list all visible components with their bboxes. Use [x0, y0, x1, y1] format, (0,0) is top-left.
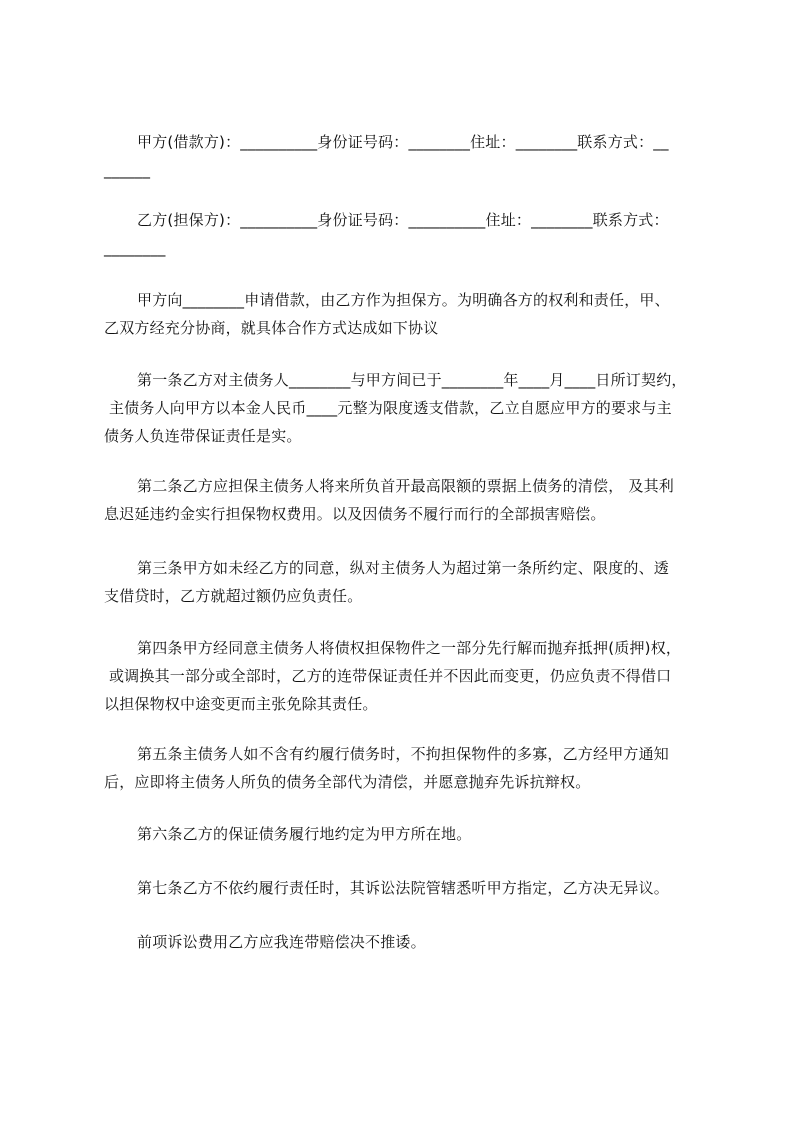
paragraph-article-5 — [104, 740, 702, 796]
paragraph-line: 债务人负连带保证责任是实。 — [104, 427, 302, 445]
paragraph-line: 甲方向________申请借款，由乙方作为担保方。为明确各方的权利和责任，甲、 — [137, 291, 670, 309]
paragraph-line: 第三条甲方如未经乙方的同意，纵对主债务人为超过第一条所约定、限度的、透 — [137, 559, 670, 577]
paragraph-line: ______ — [104, 161, 151, 179]
paragraph-line: 甲方(借款方)：__________身份证号码：________住址：________联系方式：__ — [137, 133, 669, 151]
paragraph-party-a — [104, 128, 702, 184]
paragraph-line: 后，应即将主债务人所负的债务全部代为清偿，并愿意抛弃先诉抗辩权。 — [104, 773, 591, 791]
paragraph-article-4 — [104, 634, 702, 718]
paragraph-article-3 — [104, 554, 702, 610]
paragraph-article-1 — [104, 366, 702, 450]
paragraph-line: 乙双方经充分协商，就具体合作方式达成如下协议 — [104, 319, 439, 337]
paragraph-line: 支借贷时，乙方就超过额仍应负责任。 — [104, 587, 363, 605]
paragraph-line: 第一条乙方对主债务人________与甲方间已于________年____月____日所订契约， — [137, 371, 687, 389]
paragraph-line: ________ — [104, 239, 166, 257]
paragraph-article-2 — [104, 472, 702, 528]
paragraph-line: 以担保物权中途变更而主张免除其责任。 — [104, 695, 378, 713]
paragraph-line: 息迟延违约金实行担保物权费用。以及因债务不履行而行的全部损害赔偿。 — [104, 505, 606, 523]
paragraph-line: 第二条乙方应担保主债务人将来所负首开最高限额的票据上债务的清偿， 及其利 — [137, 477, 674, 495]
paragraph-article-7 — [104, 874, 702, 902]
paragraph-line: 或调换其一部分或全部时，乙方的连带保证责任并不因此而变更，仍应负责不得借口 — [104, 667, 672, 685]
paragraph-costs — [104, 928, 702, 956]
paragraph-line: 乙方(担保方)：__________身份证号码：__________住址：________联系方式： — [137, 211, 669, 229]
paragraph-line: 主债务人向甲方以本金人民币____元整为限度透支借款，乙立自愿应甲方的要求与主 — [104, 399, 672, 417]
paragraph-line: 第四条甲方经同意主债务人将债权担保物件之一部分先行解而抛弃抵押(质押)权， — [137, 639, 682, 657]
paragraph-party-b — [104, 206, 702, 262]
paragraph-line: 第六条乙方的保证债务履行地约定为甲方所在地。 — [137, 825, 472, 843]
paragraph-line: 第七条乙方不依约履行责任时，其诉讼法院管辖悉听甲方指定，乙方决无异议。 — [137, 879, 670, 897]
paragraph-line: 前项诉讼费用乙方应我连带赔偿决不推诿。 — [137, 933, 426, 951]
paragraph-line: 第五条主债务人如不含有约履行债务时，不拘担保物件的多寡，乙方经甲方通知 — [137, 745, 670, 763]
paragraph-article-6 — [104, 820, 702, 848]
paragraph-preamble — [104, 286, 702, 342]
